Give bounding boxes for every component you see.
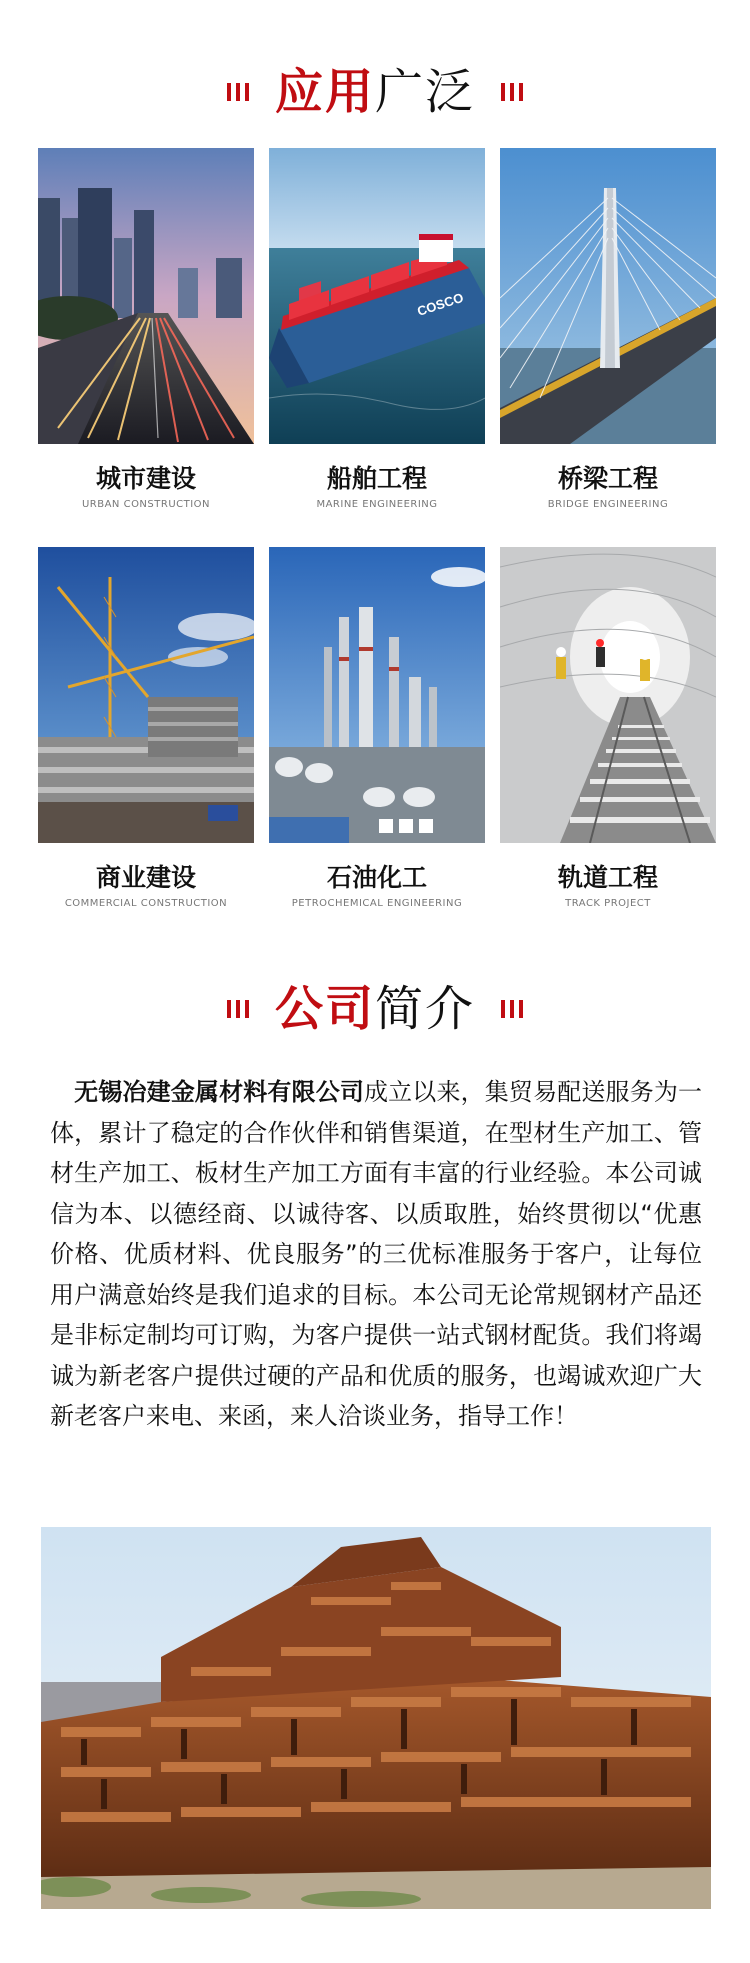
tile-subtitle: PETROCHEMICAL ENGINEERING [291, 898, 463, 909]
tile-urban-construction [38, 148, 254, 510]
heading-accent: 应用 [274, 64, 375, 120]
tile-title: 商业建设 [95, 863, 196, 892]
tile-title: 船舶工程 [326, 464, 427, 493]
section-heading [274, 981, 476, 1037]
tile-subtitle: MARINE ENGINEERING [316, 499, 438, 510]
tile-track-project [500, 547, 716, 909]
title-bars-left [227, 83, 249, 101]
section-title-company [0, 981, 750, 1037]
crane-photo [38, 547, 254, 843]
steel-beams-photo [41, 1527, 711, 1909]
company-intro [50, 1072, 702, 1437]
tile-title: 桥梁工程 [557, 464, 658, 493]
tile-title: 城市建设 [95, 464, 196, 493]
company-name: 无锡冶建金属材料有限公司 [74, 1078, 364, 1106]
city-photo [38, 148, 254, 444]
tile-commercial-construction [38, 547, 254, 909]
tile-title: 石油化工 [326, 863, 427, 892]
ship-photo [269, 148, 485, 444]
section-title-applications [0, 64, 750, 120]
svg-text:COSCO: COSCO [415, 289, 466, 319]
tile-marine-engineering [269, 148, 485, 510]
tile-subtitle: BRIDGE ENGINEERING [547, 499, 669, 510]
tile-petrochemical-engineering [269, 547, 485, 909]
title-bars-right [501, 83, 523, 101]
bridge-photo [500, 148, 716, 444]
tile-title: 轨道工程 [557, 863, 658, 892]
section-heading [274, 64, 476, 120]
refinery-photo [269, 547, 485, 843]
heading-accent: 公司 [274, 981, 375, 1037]
heading-rest: 简介 [375, 981, 476, 1037]
intro-body: 成立以来，集贸易配送服务为一体，累计了稳定的合作伙伴和销售渠道，在型材生产加工、管材生产加工、板材生产加工方面有丰富的行业经验。本公司诚信为本、以德经商、以诚待客、以质取胜，始终贯彻以“优惠价格、优质材料、优良服务”的三优标准服务于客户，让每位用户满意始终是我们追求的目标。本公司无论常规钢材产品还是非标定制均可订购，为客户提供一站式钢材配货。我们将竭诚为新老客户提供过硬的产品和优质的服务，也竭诚欢迎广大新老客户来电、来函，来人洽谈业务，指导工作！ [50, 1078, 702, 1430]
tile-bridge-engineering [500, 148, 716, 510]
title-bars-right [501, 1000, 523, 1018]
tunnel-photo [500, 547, 716, 843]
tile-subtitle: URBAN CONSTRUCTION [81, 499, 211, 510]
tile-subtitle: TRACK PROJECT [565, 898, 651, 909]
heading-rest: 广泛 [375, 64, 476, 120]
title-bars-left [227, 1000, 249, 1018]
tile-subtitle: COMMERCIAL CONSTRUCTION [64, 898, 228, 909]
